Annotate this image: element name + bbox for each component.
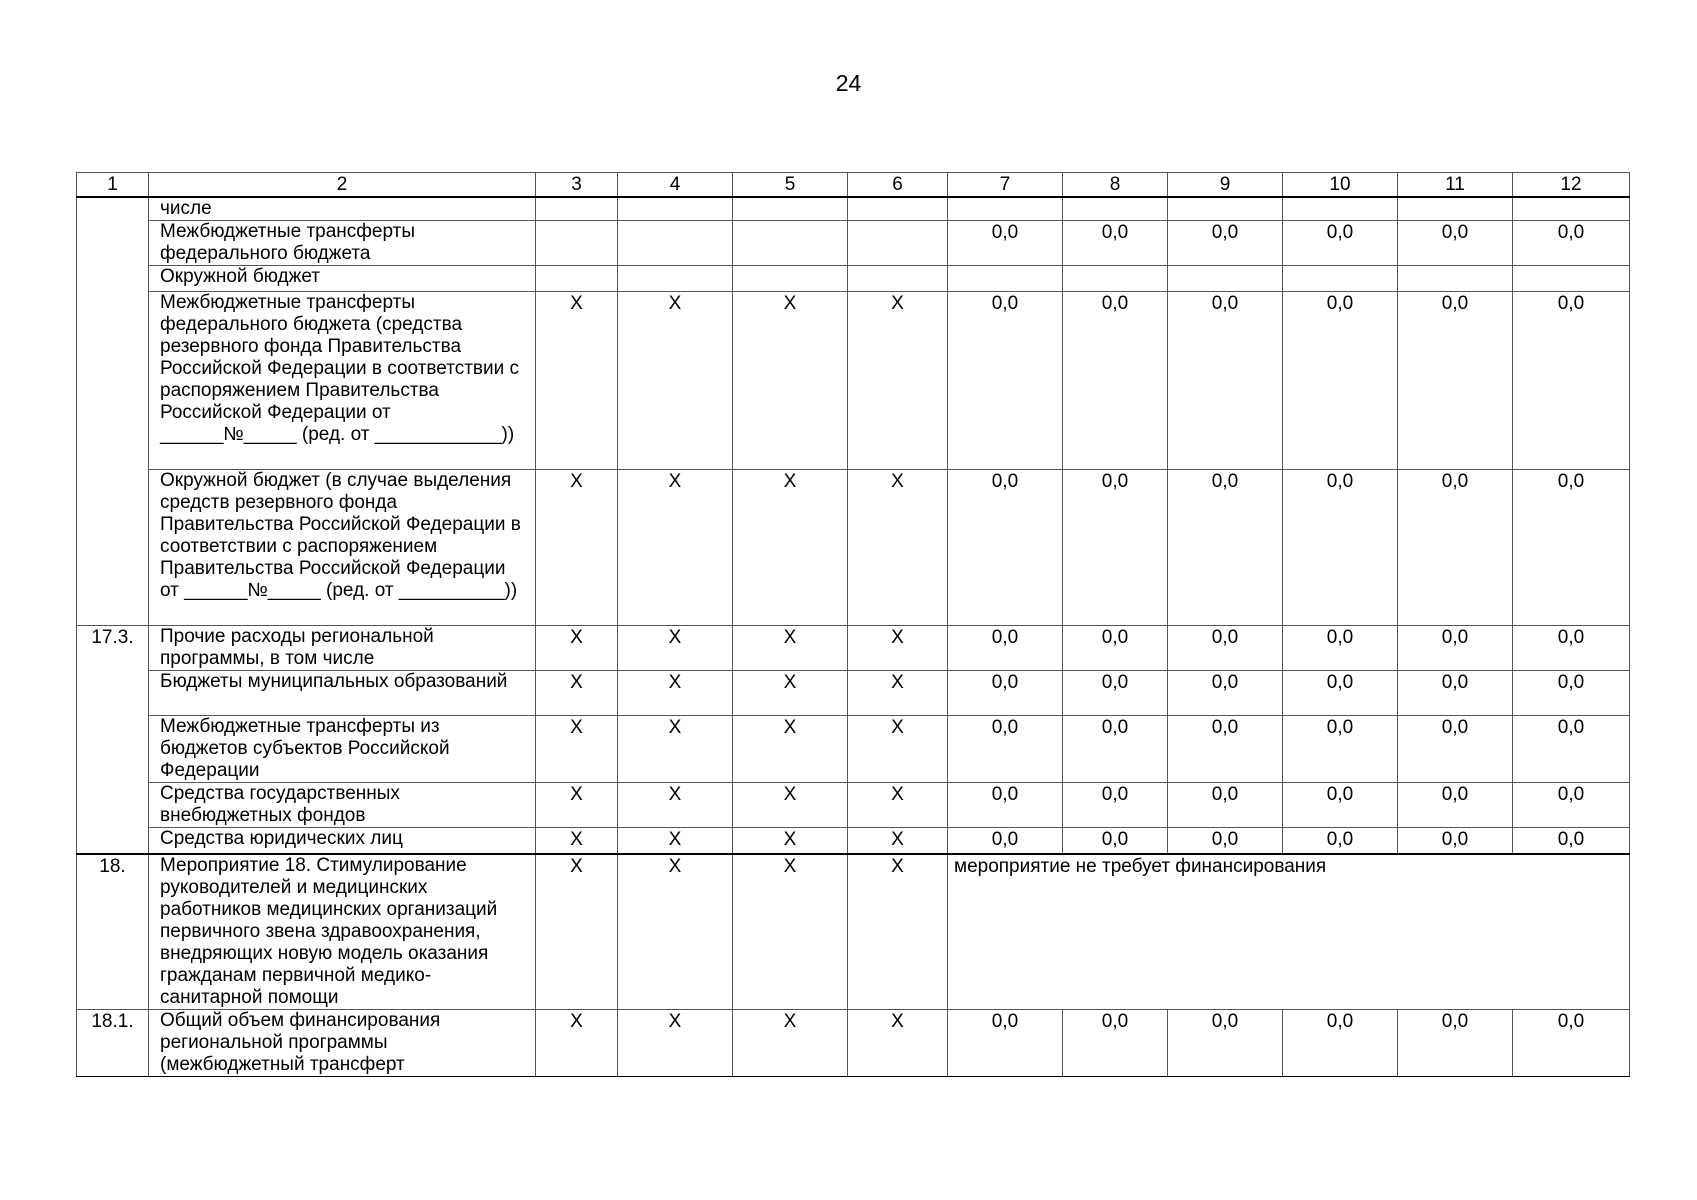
value-cell: X xyxy=(618,626,733,671)
row-description: Мероприятие 18. Стимулирование руководителей и медицинских работников медицинских организаций первичного звена здравоохранения, внедряющих новую модель оказания гражданам первичной медико-санитарной помощи xyxy=(149,854,536,1010)
value-cell: X xyxy=(618,828,733,854)
value-cell: 0,0 xyxy=(948,470,1063,626)
table-row xyxy=(77,1010,1630,1077)
value-cell: 0,0 xyxy=(1063,671,1168,716)
header-cell: 6 xyxy=(848,173,948,198)
value-cell xyxy=(948,266,1063,292)
value-cell: X xyxy=(848,854,948,1010)
value-cell: X xyxy=(848,783,948,828)
value-cell: 0,0 xyxy=(1398,626,1513,671)
no-financing-note: мероприятие не требует финансирования xyxy=(948,854,1630,1010)
value-cell xyxy=(1063,266,1168,292)
value-cell: 0,0 xyxy=(1283,1010,1398,1077)
value-cell xyxy=(1513,197,1630,221)
value-cell: 0,0 xyxy=(1063,626,1168,671)
value-cell: 0,0 xyxy=(1513,783,1630,828)
table-row xyxy=(77,626,1630,671)
value-cell: X xyxy=(536,783,618,828)
header-cell: 11 xyxy=(1398,173,1513,198)
value-cell xyxy=(1283,266,1398,292)
row-description: Бюджеты муниципальных образований xyxy=(149,671,536,716)
value-cell xyxy=(1283,197,1398,221)
header-cell: 7 xyxy=(948,173,1063,198)
row-description: Общий объем финансирования региональной программы (межбюджетный трансферт xyxy=(149,1010,536,1077)
table-row xyxy=(77,783,1630,828)
table-row xyxy=(77,854,1630,1010)
value-cell: 0,0 xyxy=(1063,716,1168,783)
value-cell: 0,0 xyxy=(1513,292,1630,470)
value-cell: X xyxy=(848,828,948,854)
table-row xyxy=(77,671,1630,716)
value-cell: 0,0 xyxy=(1168,1010,1283,1077)
table-row xyxy=(77,470,1630,626)
header-cell: 9 xyxy=(1168,173,1283,198)
value-cell: 0,0 xyxy=(1513,470,1630,626)
value-cell: 0,0 xyxy=(1063,221,1168,266)
financing-table xyxy=(76,172,1630,1077)
value-cell: X xyxy=(848,716,948,783)
value-cell: 0,0 xyxy=(1513,221,1630,266)
row-number-cell xyxy=(77,197,149,626)
value-cell: 0,0 xyxy=(1168,221,1283,266)
value-cell: 0,0 xyxy=(1168,716,1283,783)
row-description: Средства юридических лиц xyxy=(149,828,536,854)
value-cell: 0,0 xyxy=(1283,716,1398,783)
row-description: Межбюджетные трансферты федерального бюджета (средства резервного фонда Правительства Российской Федерации в соответствии с распоряжением Правительства Российской Федерации от ______№_____ (ред. от ____________)) xyxy=(149,292,536,470)
value-cell: 0,0 xyxy=(1513,716,1630,783)
value-cell: X xyxy=(536,828,618,854)
value-cell xyxy=(536,221,618,266)
value-cell: 0,0 xyxy=(1168,292,1283,470)
value-cell xyxy=(1063,197,1168,221)
value-cell: 0,0 xyxy=(1168,828,1283,854)
value-cell: X xyxy=(618,716,733,783)
row-number-cell: 17.3. xyxy=(77,626,149,854)
row-description: Межбюджетные трансферты федерального бюджета xyxy=(149,221,536,266)
value-cell xyxy=(848,221,948,266)
value-cell: 0,0 xyxy=(1168,470,1283,626)
value-cell: 0,0 xyxy=(1398,783,1513,828)
value-cell xyxy=(618,266,733,292)
value-cell: X xyxy=(733,292,848,470)
value-cell: X xyxy=(733,626,848,671)
value-cell: X xyxy=(618,854,733,1010)
value-cell: 0,0 xyxy=(948,292,1063,470)
table-row xyxy=(77,828,1630,854)
value-cell: X xyxy=(733,828,848,854)
value-cell xyxy=(1168,197,1283,221)
value-cell xyxy=(618,197,733,221)
value-cell: X xyxy=(848,292,948,470)
header-cell: 12 xyxy=(1513,173,1630,198)
value-cell xyxy=(948,197,1063,221)
value-cell: 0,0 xyxy=(1513,1010,1630,1077)
value-cell: X xyxy=(618,292,733,470)
value-cell: 0,0 xyxy=(1283,470,1398,626)
row-description: числе xyxy=(149,197,536,221)
header-cell: 2 xyxy=(149,173,536,198)
table-row xyxy=(77,716,1630,783)
value-cell: X xyxy=(536,854,618,1010)
value-cell: 0,0 xyxy=(1283,292,1398,470)
value-cell: 0,0 xyxy=(1398,221,1513,266)
value-cell: X xyxy=(536,470,618,626)
value-cell: 0,0 xyxy=(1398,671,1513,716)
value-cell xyxy=(1168,266,1283,292)
value-cell xyxy=(733,221,848,266)
header-cell: 4 xyxy=(618,173,733,198)
value-cell: 0,0 xyxy=(948,221,1063,266)
row-description: Прочие расходы региональной программы, в том числе xyxy=(149,626,536,671)
value-cell: 0,0 xyxy=(948,828,1063,854)
value-cell: X xyxy=(733,1010,848,1077)
value-cell xyxy=(618,221,733,266)
value-cell xyxy=(848,197,948,221)
table-row xyxy=(77,266,1630,292)
value-cell: 0,0 xyxy=(1513,828,1630,854)
value-cell: 0,0 xyxy=(1398,470,1513,626)
value-cell: 0,0 xyxy=(1168,626,1283,671)
value-cell: 0,0 xyxy=(1168,783,1283,828)
value-cell xyxy=(1398,197,1513,221)
value-cell: X xyxy=(536,292,618,470)
value-cell: 0,0 xyxy=(948,671,1063,716)
header-row xyxy=(77,173,1630,198)
header-cell: 1 xyxy=(77,173,149,198)
header-cell: 3 xyxy=(536,173,618,198)
value-cell: 0,0 xyxy=(1283,221,1398,266)
value-cell: 0,0 xyxy=(1398,828,1513,854)
value-cell xyxy=(733,197,848,221)
value-cell: 0,0 xyxy=(1513,671,1630,716)
value-cell: X xyxy=(848,626,948,671)
row-description: Окружной бюджет xyxy=(149,266,536,292)
value-cell xyxy=(1398,266,1513,292)
row-description: Межбюджетные трансферты из бюджетов субъектов Российской Федерации xyxy=(149,716,536,783)
value-cell xyxy=(536,266,618,292)
value-cell xyxy=(733,266,848,292)
value-cell: X xyxy=(618,671,733,716)
value-cell: 0,0 xyxy=(1063,292,1168,470)
value-cell: 0,0 xyxy=(1168,671,1283,716)
value-cell: 0,0 xyxy=(1283,671,1398,716)
header-cell: 5 xyxy=(733,173,848,198)
value-cell: 0,0 xyxy=(1283,828,1398,854)
value-cell: X xyxy=(536,626,618,671)
value-cell: 0,0 xyxy=(1063,470,1168,626)
value-cell: X xyxy=(848,671,948,716)
value-cell: X xyxy=(848,1010,948,1077)
row-number-cell: 18.1. xyxy=(77,1010,149,1077)
value-cell: X xyxy=(848,470,948,626)
table-row xyxy=(77,197,1630,221)
value-cell: 0,0 xyxy=(1513,626,1630,671)
value-cell: X xyxy=(536,671,618,716)
value-cell: 0,0 xyxy=(1398,716,1513,783)
value-cell: X xyxy=(733,671,848,716)
value-cell: 0,0 xyxy=(948,783,1063,828)
value-cell: X xyxy=(618,470,733,626)
header-cell: 8 xyxy=(1063,173,1168,198)
table-row xyxy=(77,292,1630,470)
value-cell: 0,0 xyxy=(1398,292,1513,470)
header-cell: 10 xyxy=(1283,173,1398,198)
value-cell: X xyxy=(536,1010,618,1077)
value-cell: 0,0 xyxy=(1063,828,1168,854)
value-cell: X xyxy=(733,854,848,1010)
row-description: Окружной бюджет (в случае выделения средств резервного фонда Правительства Российской Федерации в соответствии с распоряжением Правительства Российской Федерации от ______№_____ (ред. от __________)) xyxy=(149,470,536,626)
value-cell: X xyxy=(733,470,848,626)
value-cell: 0,0 xyxy=(1063,783,1168,828)
value-cell xyxy=(536,197,618,221)
value-cell: X xyxy=(618,783,733,828)
value-cell xyxy=(1513,266,1630,292)
value-cell: X xyxy=(618,1010,733,1077)
value-cell: 0,0 xyxy=(1283,783,1398,828)
value-cell: X xyxy=(733,716,848,783)
table-row xyxy=(77,221,1630,266)
value-cell: X xyxy=(536,716,618,783)
value-cell: 0,0 xyxy=(948,1010,1063,1077)
value-cell: 0,0 xyxy=(1063,1010,1168,1077)
value-cell xyxy=(848,266,948,292)
row-description: Средства государственных внебюджетных фондов xyxy=(149,783,536,828)
value-cell: 0,0 xyxy=(948,716,1063,783)
value-cell: 0,0 xyxy=(1398,1010,1513,1077)
value-cell: 0,0 xyxy=(1283,626,1398,671)
value-cell: X xyxy=(733,783,848,828)
page-number: 24 xyxy=(835,70,862,96)
row-number-cell: 18. xyxy=(77,854,149,1010)
value-cell: 0,0 xyxy=(948,626,1063,671)
